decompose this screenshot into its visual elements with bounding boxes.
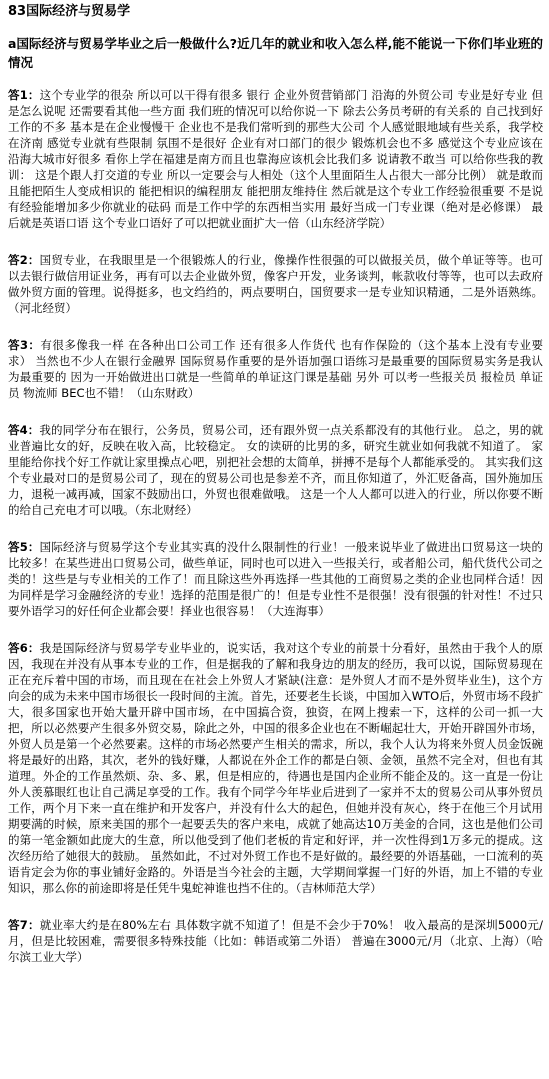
answer-text: 国贸专业，在我眼里是一个很锻炼人的行业，像操作性很强的可以做报关员，做个单证等等。也可以去银行做信用证业务，再有可以去企业做外贸，像客户开发，业务谈判，帐款收付等等，也可以去政府做外贸方面的管理。说得挺多，也文绉绉的，两点要明白，国贸要求一是专业知识精通，二是外语熟练。（河北经贸） [8, 253, 543, 315]
answer-label: 答6： [8, 641, 40, 655]
answer-4 [8, 422, 543, 518]
answer-label: 答4： [8, 423, 40, 437]
answer-text: 我的同学分布在银行，公务员，贸易公司，还有跟外贸一点关系都没有的其他行业。 总之，男的就业普遍比女的好，反映在收入高，比较稳定。 女的读研的比男的多，研究生就业如何我就不知道了。 家里能给你找个好工作就让家里操点心吧，别把社会想的太简单，拼搏不是每个人都能承受的。 其实我们这个专业最对口的是贸易公司了，现在的贸易公司也是参差不齐，而且你知道了，外汇贬备高，国外施加压力，退税一减再减，国家不鼓励出口，外贸也很难做哦。 这是一个人人都可以进入的行业，所以你要不断的给自己充电才可以哦。（东北财经） [8, 423, 543, 517]
answer-1 [8, 87, 543, 231]
answer-label: 答1： [8, 88, 40, 102]
answer-text: 我是国际经济与贸易学专业毕业的，说实话，我对这个专业的前景十分看好，虽然由于我个人的原因，我现在并没有从事本专业的工作，但是据我的了解和我身边的朋友的经历，我可以说，国际贸易现在正在充斥着中国的市场，而且现在在社会上外贸人才紧缺(注意：是外贸人才而不是外贸毕业生)，这个方向会的成为未来中国市场很长一段时间的主流。首先，还要老生长谈，中国加入WTO后，外贸市场不段扩大，很多国家也开始大量开辟中国市场，在中国搞合资，独资，在网上搜索一下，这样的公司一抓一大把，所以必然要产生很多外贸交易，除此之外，中国的很多企业也在不断崛起壮大，开始开辟国外市场，外贸人员是第一个必然要素。这样的市场必然要产生相关的需求，所以，我个人认为将来外贸人员金饭碗将是最好的出路，其次，老外的钱好赚，人都说在外企工作的都是白领、金领，虽然不完全对，但也有其道理。外企的工作虽然烦、杂、多、累，但是相应的，待遇也是国内企业所不能企及的。这一直是一份让外人羡慕眼红也让自己满足享受的工作。我有个同学今年毕业后进到了一家并不太的贸易公司从事外贸员工作，两个月下来一直在维护和开发客户，并没有什么大的起色，但她并没有灰心，终于在他三个月试用期要满的时候，原来美国的那个一起要丢失的客户来电，成就了她高达10万美金的合同，这也是他们公司的第一笔金额如此庞大的生意，所以他受到了他们老板的肯定和好评，并一次性得到1万多元的提成。这次经历给了她很大的鼓励。 虽然如此，不过对外贸工作也不是好做的。最经要的外语基础，一口流利的英语肯定会为你的事业铺好金路的。外语是当今社会的主题，大学期间掌握一门好的外语，加上不错的专业知识，那么你的前途即将是任凭牛鬼蛇神谁也挡不住的。（吉林师范大学） [8, 641, 543, 895]
answer-7 [8, 917, 543, 965]
document-title: 83国际经济与贸易学 [8, 4, 131, 19]
answer-2 [8, 252, 543, 316]
question-heading: a国际经济与贸易学毕业之后一般做什么?近几年的就业和收入怎么样,能不能说一下你们毕业班的情况 [8, 36, 543, 70]
answer-text: 这个专业学的很杂 所以可以干得有很多 银行 企业外贸营销部门 沿海的外贸公司 专业是好专业 但是怎么说呢 还需要看其他一些方面 我们班的情况可以给你说一下 除去公务员考研的有关系的 自己找到好工作的不多 基本是在企业慢慢干 企业也不是我们常听到的那些大公司 个人感觉眼地域有些关系，我学校在济南 感觉专业就有些限制 氛围不是很好 企业有对口部门的很少 锻炼机会也不多 感觉这个专业应该在沿海大城市好很多 看你上学在福建是南方而且也靠海应该机会比我们多 说请教不敢当 可以给你些我的教训： 这是个跟人打交道的专业 所以一定要会与人相处（这个人里面陌生人占很大一部分比例） 就是敢而且能把陌生人变成相识的 能把相识的编程朋友 能把朋友维持住 然后就是这个专业工作经验很重要 不是说有经验能增加多少你就业的砝码 而是工作中学的东西相当实用 最好当成一门专业课（绝对是必修课） 最后就是英语口语 这个专业口语好了可以把就业面扩大一倍（山东经济学院） [8, 88, 543, 230]
answer-label: 答7： [8, 918, 40, 932]
answer-text: 国际经济与贸易学这个专业其实真的没什么限制性的行业！一般来说毕业了做进出口贸易这一块的比较多！在某些进出口贸易公司，做些单证，同时也可以进入一些报关行，或者船公司，船代货代公司之类的！这些是与专业相关的工作了！而且除这些外再选择一些其他的工商贸易之类的企业也同样合适！因为同样是学习金融经济的专业！选择的范围是很广的！但是专业性不是很强！没有很强的针对性！不过只要外语学习的好任何企业都会要！择业也很容易！（大连海事） [8, 540, 543, 618]
answer-text: 有很多像我一样 在各种出口公司工作 还有很多人作货代 也有作保险的（这个基本上没有专业要求） 当然也不少人在银行金融界 国际贸易作重要的是外语加强口语练习是最重要的国际贸易实务是我认为最重要的 因为一开始做进出口就是一些简单的单证这门课是基础 另外 可以考一些报关员 报检员 单证员 物流师 BEC也不错！（山东财政） [8, 338, 543, 400]
answer-label: 答2： [8, 253, 40, 267]
answer-6 [8, 640, 543, 896]
answer-text: 就业率大约是在80%左右 具体数字就不知道了！但是不会少于70%！ 收入最高的是深圳5000元/月，但是比较困难，需要很多特殊技能（比如：韩语或第二外语） 普遍在3000元/月（北京、上海）（哈尔滨工业大学） [8, 918, 543, 964]
answer-label: 答3： [8, 338, 41, 352]
answer-3 [8, 337, 543, 401]
answer-label: 答5： [8, 540, 40, 554]
answer-5 [8, 539, 543, 619]
